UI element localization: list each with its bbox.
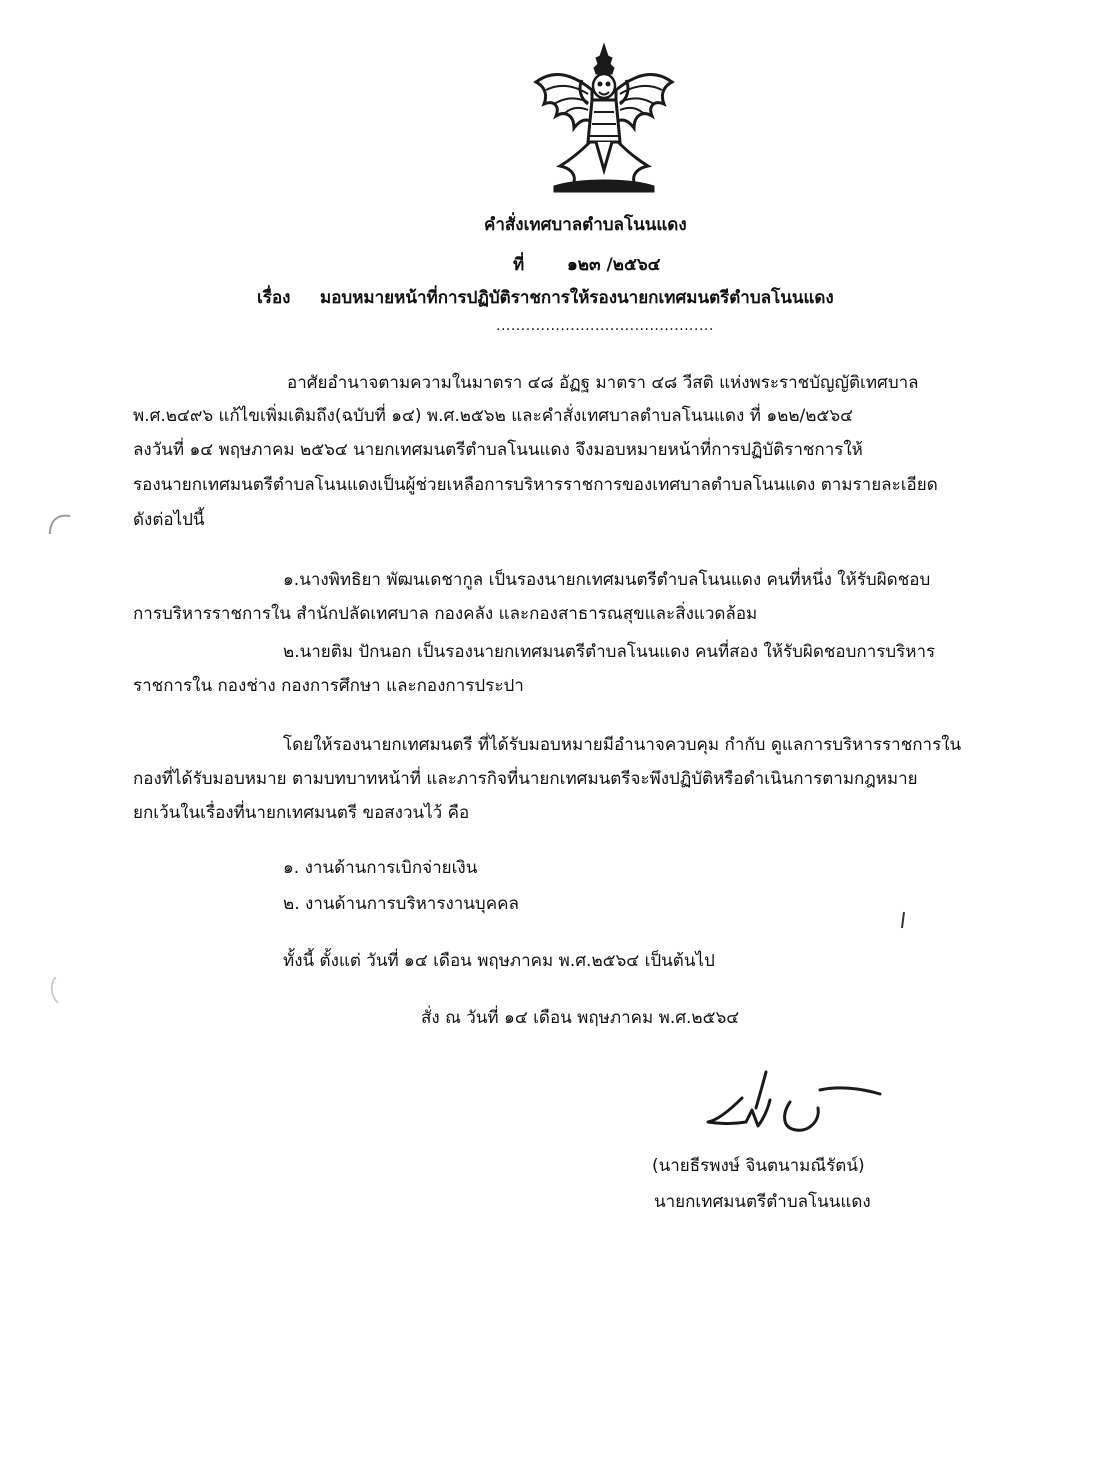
para3-line-3: ยกเว้นในเรื่องที่นายกเทศมนตรี ขอสงวนไว้ คือ xyxy=(133,803,470,823)
assignment-1-line-2: การบริหารราชการใน สำนักปลัดเทศบาล กองคลัง และกองสาธารณสุขและสิ่งแวดล้อม xyxy=(133,604,758,624)
reserved-item-1: ๑. งานด้านการเบิกจ่ายเงิน xyxy=(283,858,478,878)
para1-line-2: พ.ศ.๒๔๙๖ แก้ไขเพิ่มเติมถึง(ฉบับที่ ๑๔) พ.ศ.๒๕๖๒ และคำสั่งเทศบาลตำบลโนนแดง ที่ ๑๒๒/๒๕๖๔ xyxy=(133,406,853,426)
para1-line-5: ดังต่อไปนี้ xyxy=(133,510,205,530)
subject-label: เรื่อง xyxy=(257,288,291,308)
scan-mark xyxy=(44,510,74,540)
document-number: ๑๒๓ /๒๕๖๔ xyxy=(567,255,661,275)
separator-dots: ............................................ xyxy=(496,318,714,334)
signatory-position: นายกเทศมนตรีตำบลโนนแดง xyxy=(654,1192,871,1212)
assignment-2-line-1: ๒.นายติม ปักนอก เป็นรองนายกเทศมนตรีตำบลโนนแดง คนที่สอง ให้รับผิดชอบการบริหาร xyxy=(283,642,936,662)
para1-line-3: ลงวันที่ ๑๔ พฤษภาคม ๒๕๖๔ นายกเทศมนตรีตำบลโนนแดง จึงมอบหมายหน้าที่การปฏิบัติราชการให้ xyxy=(133,440,863,460)
subject-text: มอบหมายหน้าที่การปฏิบัติราชการให้รองนายกเทศมนตรีตำบลโนนแดง xyxy=(320,288,834,308)
para3-line-1: โดยให้รองนายกเทศมนตรี ที่ได้รับมอบหมายมีอำนาจควบคุม กำกับ ดูแลการบริหารราชการใน xyxy=(283,735,962,755)
para1-line-1: อาศัยอำนาจตามความในมาตรา ๔๘ อัฏฐ มาตรา ๔๘ วีสติ แห่งพระราชบัญญัติเทศบาล xyxy=(287,373,919,393)
signatory-name: (นายธีรพงษ์ จินตนามณีรัตน์) xyxy=(652,1156,865,1176)
document-title: คำสั่งเทศบาลตำบลโนนแดง xyxy=(484,215,687,235)
scan-mark xyxy=(898,910,908,930)
reserved-item-2: ๒. งานด้านการบริหารงานบุคคล xyxy=(283,894,519,914)
assignment-2-line-2: ราชการใน กองช่าง กองการศึกษา และกองการประปา xyxy=(133,676,524,696)
effective-date: ทั้งนี้ ตั้งแต่ วันที่ ๑๔ เดือน พฤษภาคม พ.ศ.๒๕๖๔ เป็นต้นไป xyxy=(283,951,715,971)
scan-mark xyxy=(44,975,64,1005)
handwritten-signature xyxy=(700,1050,900,1150)
para3-line-2: กองที่ได้รับมอบหมาย ตามบทบาทหน้าที่ และภารกิจที่นายกเทศมนตรีจะพึงปฏิบัติหรือดำเนินการตามกฎหมาย xyxy=(133,769,918,789)
garuda-emblem xyxy=(530,42,678,198)
number-label: ที่ xyxy=(513,255,525,275)
para1-line-4: รองนายกเทศมนตรีตำบลโนนแดงเป็นผู้ช่วยเหลือการบริหารราชการของเทศบาลตำบลโนนแดง ตามรายละเอียด xyxy=(133,475,938,495)
assignment-1-line-1: ๑.นางพิทธิยา พัฒนเดชากูล เป็นรองนายกเทศมนตรีตำบลโนนแดง คนที่หนึ่ง ให้รับผิดชอบ xyxy=(283,570,931,590)
order-date: สั่ง ณ วันที่ ๑๔ เดือน พฤษภาคม พ.ศ.๒๕๖๔ xyxy=(421,1008,740,1028)
